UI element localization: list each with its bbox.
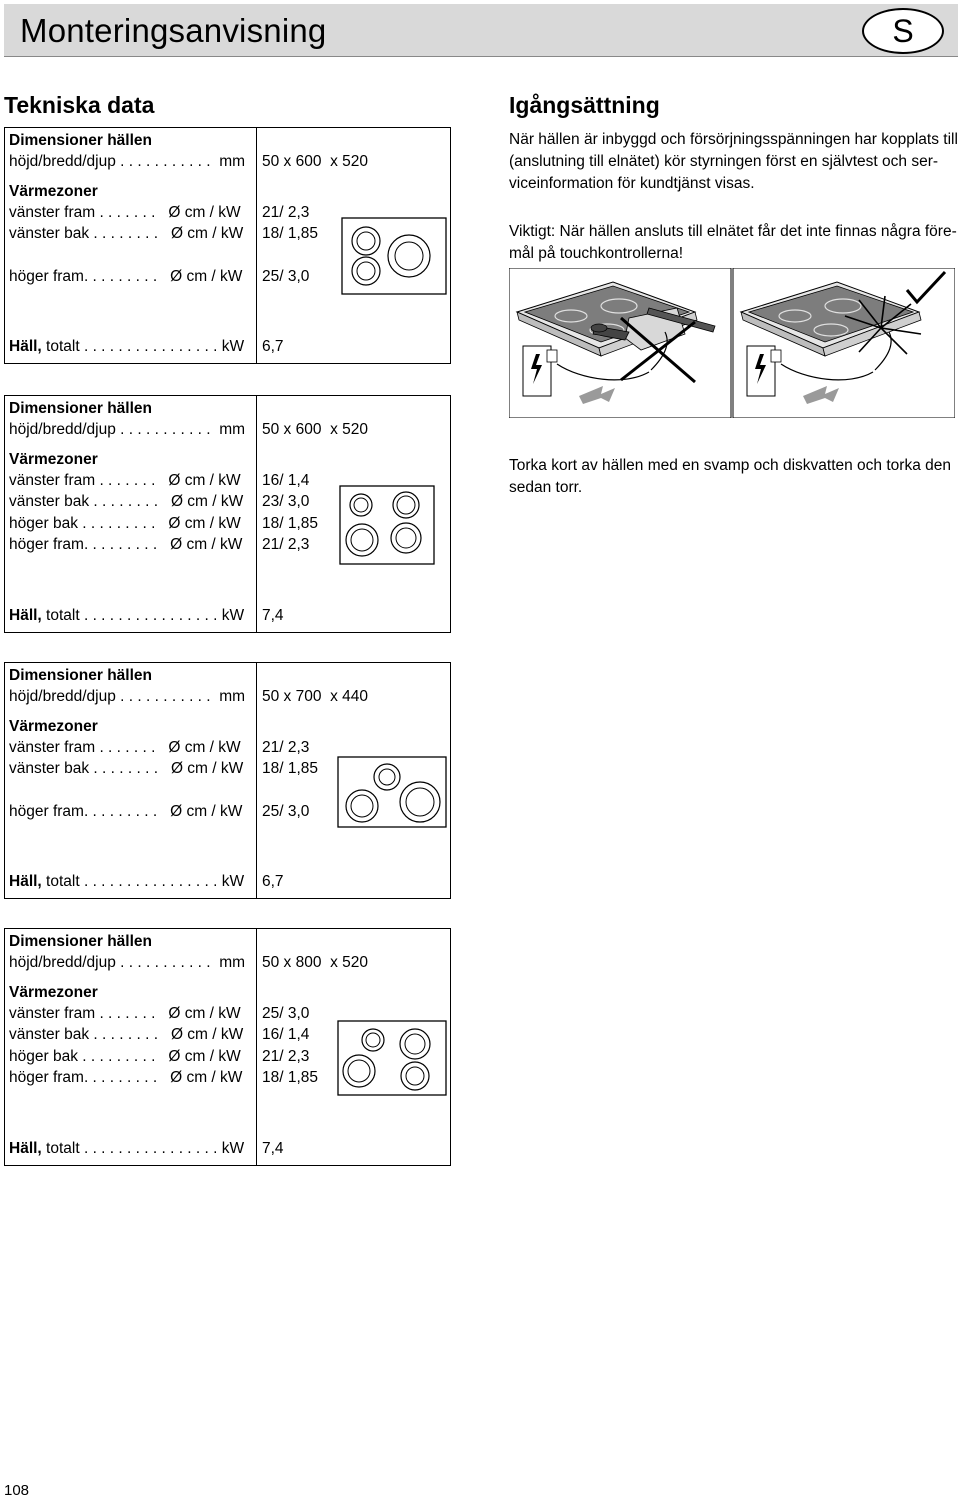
dim-label: höjd/bredd/djup . . . . . . . . . . . mm [9, 153, 246, 170]
total-value: 7,4 [262, 607, 284, 624]
zone-value: 18/ 1,85 [262, 225, 319, 242]
page-title: Monteringsanvisning [20, 12, 327, 49]
zone-label: vänster fram . . . . . . . Ø cm / kW [9, 1005, 241, 1022]
dim-title: Dimensioner hällen [9, 132, 152, 149]
zone-label: höger fram. . . . . . . . . Ø cm / kW [9, 536, 243, 553]
dim-value: 50 x 600 x 520 [262, 153, 368, 170]
zone-value: 25/ 3,0 [262, 1005, 310, 1022]
zone-label: vänster fram . . . . . . . Ø cm / kW [9, 472, 241, 489]
zone-label: vänster bak . . . . . . . . Ø cm / kW [9, 493, 244, 510]
zone-label: vänster bak . . . . . . . . Ø cm / kW [9, 1026, 244, 1043]
correct-example-illustration [733, 268, 955, 418]
zone-value: 23/ 3,0 [262, 493, 310, 510]
startup-paragraph: När hällen är inbyggd och försörjningsspänningen har kopplats till (anslutning till elnätet) kör styrningen först en självtest och ser-viceinformation för kundtjänst visas. [509, 131, 958, 192]
wrong-example-illustration [509, 268, 731, 418]
zones-title: Värmezoner [9, 183, 98, 200]
dim-value: 50 x 600 x 520 [262, 421, 368, 438]
dim-label: höjd/bredd/djup . . . . . . . . . . . mm [9, 688, 246, 705]
zone-value: 25/ 3,0 [262, 803, 310, 820]
zone-label: höger bak . . . . . . . . . Ø cm / kW [9, 1048, 241, 1065]
zones-title: Värmezoner [9, 451, 98, 468]
page-number: 108 [4, 1482, 30, 1499]
total-value: 6,7 [262, 338, 284, 355]
zone-label: vänster fram . . . . . . . Ø cm / kW [9, 739, 241, 756]
dim-title: Dimensioner hällen [9, 933, 152, 950]
total-label: Häll, totalt . . . . . . . . . . . . . . . . kW [9, 607, 245, 624]
hob-layout-icon [337, 756, 447, 828]
dim-value: 50 x 700 x 440 [262, 688, 368, 705]
dim-label: höjd/bredd/djup . . . . . . . . . . . mm [9, 421, 246, 438]
zone-value: 21/ 2,3 [262, 1048, 310, 1065]
dim-title: Dimensioner hällen [9, 400, 152, 417]
dim-label: höjd/bredd/djup . . . . . . . . . . . mm [9, 954, 246, 971]
zone-value: 18/ 1,85 [262, 760, 319, 777]
zone-value: 16/ 1,4 [262, 472, 310, 489]
zone-label: höger bak . . . . . . . . . Ø cm / kW [9, 515, 241, 532]
total-label: Häll, totalt . . . . . . . . . . . . . . . . kW [9, 338, 245, 355]
spec-block-3 [4, 662, 451, 899]
zone-value: 25/ 3,0 [262, 268, 310, 285]
zone-value: 21/ 2,3 [262, 739, 310, 756]
dim-title: Dimensioner hällen [9, 667, 152, 684]
spec-block-4 [4, 928, 451, 1166]
zone-label: vänster bak . . . . . . . . Ø cm / kW [9, 760, 244, 777]
spec-block-2 [4, 395, 451, 633]
total-label: Häll, totalt . . . . . . . . . . . . . . . . kW [9, 1140, 245, 1157]
cleaning-paragraph: Torka kort av hällen med en svamp och diskvatten och torka den sedan torr. [509, 457, 951, 496]
hob-layout-icon [337, 1020, 447, 1096]
hob-layout-icon [341, 217, 447, 295]
startup-title: Igångsättning [509, 92, 660, 118]
language-badge: S [862, 8, 944, 54]
dim-value: 50 x 800 x 520 [262, 954, 368, 971]
total-label: Häll, totalt . . . . . . . . . . . . . . . . kW [9, 873, 245, 890]
zone-value: 21/ 2,3 [262, 536, 310, 553]
zone-label: höger fram. . . . . . . . . Ø cm / kW [9, 803, 243, 820]
zone-value: 21/ 2,3 [262, 204, 310, 221]
zone-value: 18/ 1,85 [262, 515, 319, 532]
warning-paragraph: Viktigt: När hällen ansluts till elnätet får det inte finnas några före-mål på touchkontrollerna! [509, 223, 957, 262]
tech-data-title: Tekniska data [4, 92, 155, 118]
page-header [4, 4, 958, 57]
total-value: 6,7 [262, 873, 284, 890]
total-value: 7,4 [262, 1140, 284, 1157]
zone-label: vänster fram . . . . . . . Ø cm / kW [9, 204, 241, 221]
zone-label: höger fram. . . . . . . . . Ø cm / kW [9, 1069, 243, 1086]
zone-label: höger fram. . . . . . . . . Ø cm / kW [9, 268, 243, 285]
zones-title: Värmezoner [9, 718, 98, 735]
zones-title: Värmezoner [9, 984, 98, 1001]
zone-label: vänster bak . . . . . . . . Ø cm / kW [9, 225, 244, 242]
hob-startup-illustration [509, 268, 955, 418]
hob-layout-icon [339, 485, 435, 565]
spec-block-1 [4, 127, 451, 364]
zone-value: 16/ 1,4 [262, 1026, 310, 1043]
zone-value: 18/ 1,85 [262, 1069, 319, 1086]
